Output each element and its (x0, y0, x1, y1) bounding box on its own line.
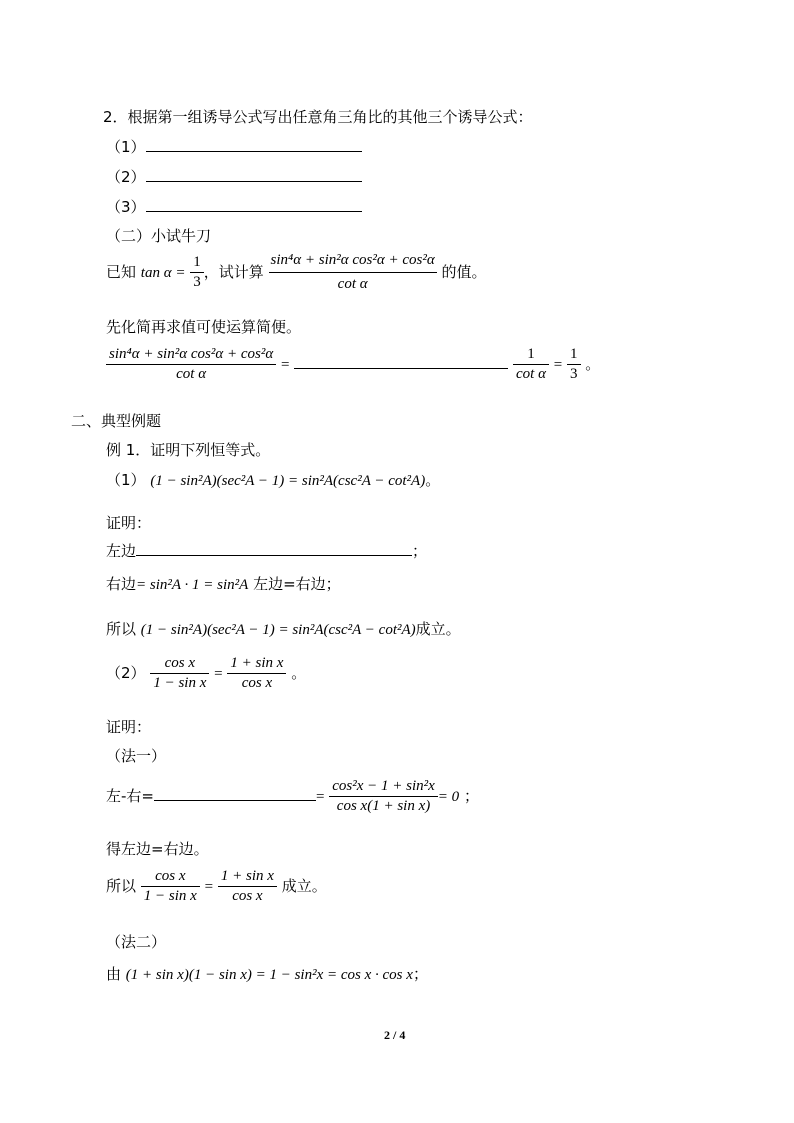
item-label: （2） (106, 664, 146, 682)
given-suffix: 的值。 (441, 263, 487, 281)
period: 。 (291, 664, 307, 682)
example-1-title: 例 1．证明下列恒等式。 (106, 441, 271, 459)
proof-label: 证明： (106, 514, 152, 532)
target-fraction: $\frac{\text{sin⁴α + sin²α cos²α + cos²α}}{\text{cot α}}$ (270, 252, 435, 292)
blank-line (146, 197, 362, 212)
section-heading-examples: 二、典型例题 (71, 412, 162, 430)
target-fraction: $\frac{\text{sin⁴α + sin²α cos²α + cos²α}}{\text{cot α}}$ (106, 346, 276, 383)
right-side-expression: = sin²A · 1 = sin²A (136, 577, 249, 593)
semicolon: ； (463, 787, 479, 805)
conclusion-2 (106, 868, 327, 905)
answer-line-1 (106, 136, 362, 157)
semicolon: ； (412, 965, 428, 983)
holds-label: 成立。 (415, 620, 461, 638)
left-side-line (106, 540, 427, 561)
item-label: （3） (106, 198, 146, 216)
equals-sign: = (204, 879, 214, 895)
rhs-fraction: $\frac{\text{1 + sin x}}{\text{cos x}}$ (218, 868, 277, 905)
conclude-text: 得左边=右边。 (106, 840, 209, 858)
identity-1 (106, 469, 440, 490)
fraction-one-third: $\frac{1}{3}$ (190, 254, 204, 291)
semicolon: ； (412, 542, 428, 560)
answer-line-3 (106, 196, 362, 217)
given-line (106, 252, 487, 293)
item-label: （1） (106, 471, 146, 489)
so-label: 所以 (106, 877, 137, 895)
blank-line (294, 354, 508, 369)
equals-sign: = (214, 666, 223, 682)
holds-label: 成立。 (281, 877, 327, 895)
equals-zero: = 0 (437, 789, 460, 805)
identity-1-expression: (1 − sin²A)(sec²A − 1) = sin²A(csc²A − cot²A) (150, 473, 426, 489)
period: 。 (585, 355, 601, 373)
blank-line (136, 541, 412, 556)
question-2-title: 2．根据第一组诱导公式写出任意角三角比的其他三个诱导公式： (103, 108, 533, 126)
conclusion-1 (106, 618, 461, 639)
identity-2 (106, 655, 306, 692)
left-equals-right: 左边=右边； (253, 575, 341, 593)
by-label: 由 (106, 965, 122, 983)
equals-sign: = (315, 789, 325, 805)
page-number: 2 / 4 (384, 1028, 406, 1042)
fraction-one-third: $\frac{1}{3}$ (567, 346, 581, 383)
method-1-label: （法一） (106, 747, 167, 765)
method-1-fraction: $\frac{\text{cos²x − 1 + sin²x}}{\text{cos x(1 + sin x)}}$ (329, 778, 438, 815)
left-minus-right-label: 左-右= (106, 787, 154, 805)
method-1-line (106, 778, 479, 815)
left-side-label: 左边 (106, 542, 137, 560)
given-mid: ，试计算 (203, 263, 264, 281)
right-side-label: 右边 (106, 575, 137, 593)
proof-label: 证明： (106, 718, 152, 736)
hint-text: 先化简再求值可使运算简便。 (106, 318, 302, 336)
method-2-label: （法二） (106, 933, 167, 951)
method-2-line (106, 963, 428, 984)
blank-line (154, 786, 316, 801)
blank-line (146, 167, 362, 182)
section-heading-trial: （二）小试牛刀 (106, 227, 212, 245)
equals-sign: = (280, 357, 290, 373)
reciprocal-cot-fraction: $\frac{1}{\text{cot α}}$ (513, 346, 549, 383)
right-side-line (106, 573, 341, 594)
identity-1-expression: (1 − sin²A)(sec²A − 1) = sin²A(csc²A − cot²A) (140, 622, 416, 638)
so-label: 所以 (106, 620, 137, 638)
item-label: （2） (106, 168, 146, 186)
period: 。 (425, 471, 441, 489)
lhs-fraction: $\frac{\text{cos x}}{\text{1 − sin x}}$ (150, 655, 209, 692)
given-prefix: 已知 (106, 263, 137, 281)
equals-sign: = (553, 357, 563, 373)
answer-line-2 (106, 166, 362, 187)
simplify-line (106, 346, 600, 383)
tan-expression: tan α = (140, 265, 186, 281)
rhs-fraction: $\frac{\text{1 + sin x}}{\text{cos x}}$ (227, 655, 286, 692)
method-2-expression: (1 + sin x)(1 − sin x) = 1 − sin²x = cos x · cos x (125, 967, 413, 983)
item-label: （1） (106, 138, 146, 156)
lhs-fraction: $\frac{\text{cos x}}{\text{1 − sin x}}$ (141, 868, 200, 905)
blank-line (146, 137, 362, 152)
